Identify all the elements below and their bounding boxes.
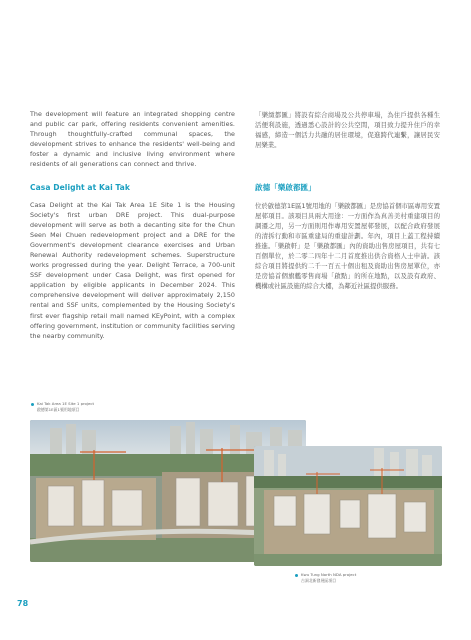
bullet-dot <box>31 403 34 406</box>
kwu-tung-illustration <box>254 446 442 566</box>
kwu-tung-photo <box>254 446 442 566</box>
body-paragraph-en: Casa Delight at the Kai Tak Area 1E Site 1 is the Housing Society's first urban DRE project. This dual-purpose development will serve as both a decanting site for the Chun Seen Mei Chuen redevelopment project and a DRE for the Government's development clearance exercises and Urban Renewal Authority redevelopment schemes. Superstructure works progressed during the year. Delight Terrace, a 700-unit SSF development under Casa Delight, was first opened for application by eligible applicants in December 2024. This comprehensive development will deliver approximately 2,150 rental and SSF units, complemented by the Housing Society's first ever flagship retail mall named KEyPoint, with a complex offering government, institution or community facilities serving the nearby community. <box>30 202 235 340</box>
photo-caption-2-en: Kwu Tung North NDA project <box>301 572 357 577</box>
body-paragraph-zh: 位於啟德第1E區1號用地的「樂啟都匯」是房協首個市區專用安置屋邨項目。該項目具兩大用途：一方面作為真善美村重建項目的調遷之用，另一方面則用作專用安置屋邨發展，以配合政府發展的清拆行動和市區重建局的重建計劃。年內，項目上蓋工程持續推進。「樂啟軒」是「樂啟都匯」內的資助出售房屋項目，共有七百個單位，於二零二四年十二月首度推出供合資格人士申請。該綜合項目將提供約二千一百五十個出租及資助出售房屋單位，亦是房協首個旗艦零售商場「啟點」的所在地點，以及設有政府、機構或社區設施的綜合大樓，為鄰近社區提供服務。 <box>255 202 440 291</box>
photo-caption-1-en: Kai Tak Area 1E Site 1 project <box>37 401 95 406</box>
intro-paragraph-en: The development will feature an integrated shopping centre and public car park, offering residents convenient amenities. Through thoughtfully-crafted communal spaces, the development strives to enhance the residents' well-being and foster a dynamic and inclusive living environment where residents of all generations can connect and thrive. <box>30 111 235 169</box>
bullet-dot <box>295 574 298 577</box>
photo-caption-2 <box>295 572 435 583</box>
section-heading-en: Casa Delight at Kai Tak <box>30 183 130 192</box>
photo-caption-2-zh: 古洞北新發展區項目 <box>301 577 337 583</box>
page-number: 78 <box>17 599 29 608</box>
photo-caption-1 <box>31 401 171 412</box>
intro-paragraph-zh: 「樂緻都匯」將設有綜合商場及公共停車場，為住戶提供各種生活便利設施，透過悉心設計的公共空間，項目致力提升住戶的幸福感，締造一個活力共融的居住環境，促進跨代連繫，讓居民安居樂業。 <box>255 111 440 150</box>
photo-caption-1-zh: 啟德第1E區1號用地項目 <box>37 406 80 412</box>
section-heading-zh: 啟德「樂啟都匯」 <box>255 183 316 192</box>
